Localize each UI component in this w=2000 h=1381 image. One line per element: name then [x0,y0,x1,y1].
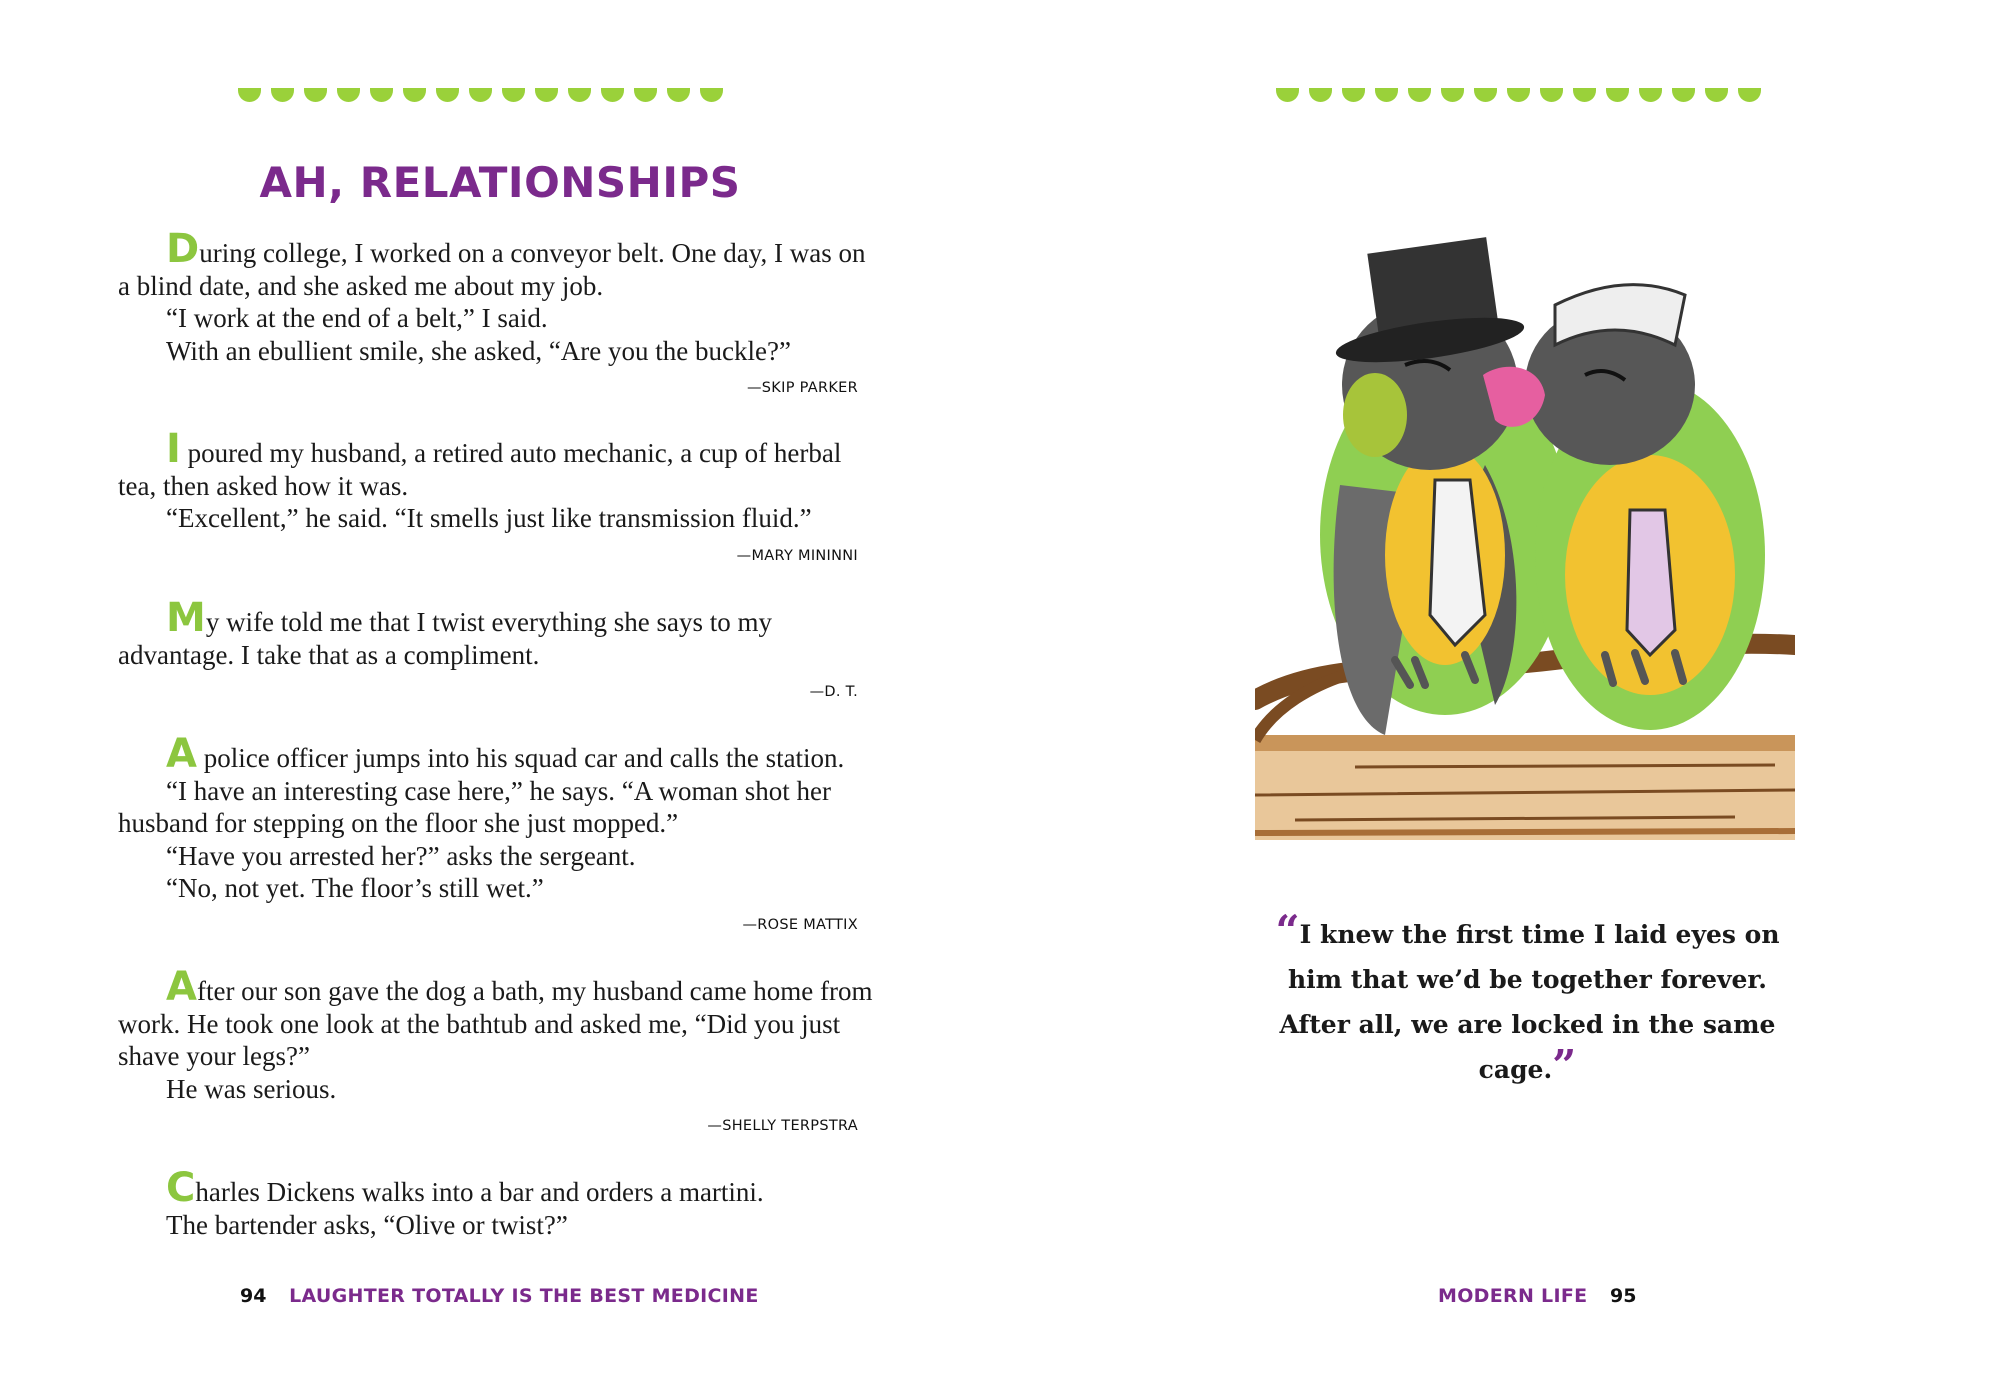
joke-text: fter our son gave the dog a bath, my husband came home from work. He took one look at the bathtub and asked me, “Did you just shave your legs?” [118,976,873,1071]
open-quote-mark: “ [1275,906,1300,955]
joke-3 [118,595,878,671]
decorative-dot-border [1276,88,1761,102]
right-footer [1438,1285,1636,1307]
drop-cap: I [166,426,181,472]
drop-cap: C [166,1165,196,1211]
joke-line: “I have an interesting case here,” he says. “A woman shot her husband for stepping on the floor she just mopped.” [118,775,831,838]
drop-cap: M [166,595,206,641]
joke-line: He was serious. [166,1073,337,1104]
pull-quote [1250,906,1805,1092]
joke-5 [118,964,878,1105]
chapter-title: AH, RELATIONSHIPS [259,158,741,207]
page-number: 95 [1610,1285,1637,1307]
right-bird-tie [1627,510,1675,655]
drop-cap: A [166,731,197,777]
joke-2 [118,426,878,535]
joke-text: uring college, I worked on a conveyor belt. One day, I was on a blind date, and she asked me about my job. [118,238,866,301]
left-footer [240,1285,759,1307]
attribution: —ROSE MATTIX [742,917,858,933]
attribution: —SHELLY TERPSTRA [707,1118,858,1134]
joke-text: y wife told me that I twist everything she says to my advantage. I take that as a compliment. [118,607,772,670]
lovebirds-illustration [1255,235,1795,840]
joke-line: The bartender asks, “Olive or twist?” [166,1209,568,1240]
close-quote-mark: ” [1552,1041,1577,1090]
joke-line: “I work at the end of a belt,” I said. [166,303,548,333]
joke-1 [118,226,878,367]
running-title: LAUGHTER TOTALLY IS THE BEST MEDICINE [289,1285,759,1307]
attribution: —SKIP PARKER [747,380,858,396]
joke-6 [118,1165,878,1241]
joke-4 [118,731,878,905]
attribution: —MARY MININNI [736,548,858,564]
joke-text: harles Dickens walks into a bar and orders a martini. [195,1177,764,1207]
running-title: MODERN LIFE [1438,1285,1588,1307]
quote-text: I knew the first time I laid eyes on him that we’d be together forever. After all, we are locked in the same cage. [1279,920,1780,1084]
joke-line: “No, not yet. The floor’s still wet.” [166,873,544,903]
joke-text: police officer jumps into his squad car and calls the station. [196,743,845,773]
drop-cap: A [166,964,197,1010]
attribution: —D. T. [809,684,858,700]
joke-line: “Excellent,” he said. “It smells just like transmission fluid.” [166,503,812,533]
page-number: 94 [240,1285,267,1307]
drop-cap: D [166,226,200,272]
decorative-dot-border [238,88,723,102]
joke-line: With an ebullient smile, she asked, “Are you the buckle?” [166,335,791,366]
joke-line: “Have you arrested her?” asks the sergeant. [166,840,636,871]
joke-text: poured my husband, a retired auto mechanic, a cup of herbal tea, then asked how it was. [118,438,842,501]
